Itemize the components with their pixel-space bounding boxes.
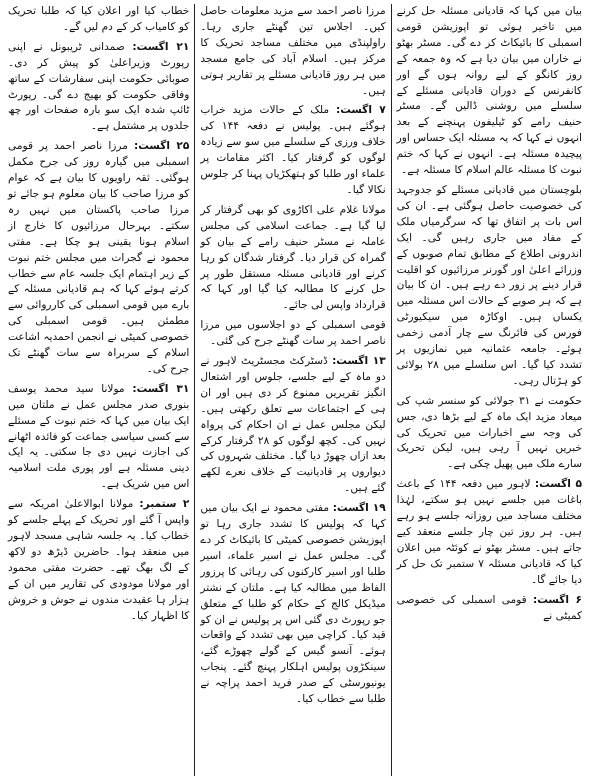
- date-heading: ۳۱ اگست:: [132, 382, 190, 395]
- date-heading: ۵ اگست:: [534, 478, 582, 491]
- paragraph-text: بلوچستان میں قادیانی مسئلے کو جدوجہد کی خصوصیت حاصل ہوگئی ہے۔ ان کی اس بات پر اتفاق تھا کہ سرگرمیاں ملک کے مفاد میں جاری رہیں گی۔ ایک اندرونی اطلاع کے مطابق تمام صوبوں کے وزرائے اعلیٰ اور گورنر مرزائیوں کو اقلیت قرار دینے پر زور دے رہے ہیں۔ ان کا بیان ہے کہ ہر صوبے کے حالات اس مسئلہ میں یکساں ہیں۔ اوکاڑہ میں سیکیورٹی فورس کی فائرنگ سے چار آدمی زخمی ہوئے۔ جامعہ عثمانیہ میں نمازیوں پر تشدد کیا گیا۔ اس سلسلے میں ۲۸ بولائی کو ہڑتال رہی۔: [396, 183, 583, 387]
- paragraph-text: مرزا ناصر احمد سے مزید معلومات حاصل کیں۔ اجلاس تین گھنٹے جاری رہا۔ راولپنڈی میں مختلف مساجد تحریک کا مرکز ہیں۔ اسلام آباد کی جامع مسجد میں ہر روز قادیانی مسئلے پر تقاریر ہوتی ہیں۔: [200, 5, 386, 97]
- paragraph: [397, 394, 582, 474]
- paragraph: [397, 593, 582, 625]
- date-heading: ۱۹ اگست:: [332, 502, 386, 515]
- paragraph-text: ملک کے حالات مزید خراب ہوگئے ہیں۔ پولیس نے دفعہ ۱۴۴ کی خلاف ورزی کے سلسلے میں سو سے زیادہ لوگوں کو گرفتار کیا۔ اکثر مقامات پر علماء اور طلبا کو ہتھکڑیاں پہنا کر جلوس نکالا گیا۔: [200, 104, 386, 196]
- paragraph: [397, 183, 582, 390]
- column-left: [3, 4, 194, 776]
- paragraph-text: مفتی محمود نے ایک بیان میں کہا کہ پولیس کا تشدد جاری رہا تو اپوزیشن خصوصی کمیٹی کا بائیکاٹ کر دے گی۔ مجلس عمل نے اسیر علماء، اسیر طلبا اور اسیر کارکنوں کی رہائی کا پرزور الفاظ میں مطالبہ کیا ہے۔ ملتان کے نشتر میڈیکل کالج کے حکام کو طلبا کے متعلق جو رپورٹ دی گئی اس پر پولیس نے ان کو قید کیا۔ کراچی میں بھی تشدد کے واقعات ہوئے۔ آنسو گیس کے گولے چھوڑے گئے، سینکڑوں پولیس اہلکار پہنچ گئے۔ پنجاب یونیورسٹی کے صدر فرید احمد پراچہ نے طلبا سے خطاب کیا۔: [200, 502, 386, 706]
- paragraph-text: مولانا سید محمد یوسف بنوری صدر مجلس عمل نے ملتان میں ایک بیان میں کہا کہ ختم نبوت کے مسئلے سے کسی سیاسی جماعت کو فائدہ اٹھانے کی اجازت نہیں دی جا سکتی۔ یہ ایک دینی مسئلہ ہے اور پوری ملت اسلامیہ اس میں شریک ہے۔: [8, 382, 190, 491]
- date-heading: ۱۳ اگست:: [332, 355, 386, 368]
- paragraph: [8, 40, 189, 135]
- paragraph: [200, 4, 385, 99]
- paragraph-text: لاہور میں دفعہ ۱۴۴ کے باعث باغات میں جلسے نہیں ہو سکتے، لہٰذا مختلف مساجد میں روزانہ جلسے ہو رہے ہیں۔ ہر روز تین چار جلسے منعقد کیے جاتے ہیں۔ مسٹر بھٹو نے کوئٹہ میں اعلان کیا کہ قادیانی مسئلہ ۷ ستمبر تک حل کر دیا جائے گا۔: [396, 478, 582, 586]
- paragraph: [200, 203, 385, 314]
- paragraph: [8, 139, 189, 378]
- paragraph: [397, 4, 582, 179]
- paragraph: [8, 4, 189, 36]
- paragraph-text: صمدانی ٹریبونل نے اپنی رپورٹ وزیراعلیٰ کو پیش کر دی۔ صوبائی حکومت اپنی سفارشات کے ساتھ وفاقی حکومت کو بھیج دے گی۔ رپورٹ ٹائپ شدہ ایک سو بارہ صفحات اور چھ جلدوں پر مشتمل ہے۔: [8, 40, 190, 133]
- paragraph: [200, 103, 385, 198]
- paragraph-text: مولانا غلام علی اکاڑوی کو بھی گرفتار کر لیا گیا ہے۔ جماعت اسلامی کی مجلس عاملہ نے مسٹر حنیف رامے کے بیان کو گمراہ کن قرار دیا۔ گرفتار شدگان کو رہا کرنے اور قادیانی مسئلہ مستقل طور پر حل کرنے کا مطالبہ کیا گیا اور کہا کہ قرارداد واپس لی جائے۔: [200, 203, 386, 312]
- paragraph: [200, 354, 385, 497]
- paragraph-text: مولانا ابوالاعلیٰ امریکہ سے واپس آ گئے اور تحریک کے پہلے جلسے کو خطاب کیا۔ یہ جلسہ شاہی مسجد لاہور میں منعقد ہوا۔ حاضرین ڈیڑھ دو لاکھ کے لگ بھگ تھے۔ حضرت مفتی محمود اور مولانا مودودی کی تقاریر میں ان کے ہزار ہا عقیدت مندوں نے جوش و خروش کا اظہار کیا۔: [8, 498, 190, 622]
- paragraph: [200, 318, 385, 350]
- paragraph: [8, 382, 189, 493]
- paragraph: [200, 501, 385, 708]
- paragraph: [397, 477, 582, 588]
- paragraph-text: حکومت نے ۳۱ جولائی کو سنسر شپ کی میعاد مزید ایک ماہ کے لیے بڑھا دی، جس کی وجہ سے اخبارات میں تحریک کی خبریں نہیں آ رہی ہیں، لیکن تحریک سارے ملک میں پھیل چکی ہے۔: [396, 394, 583, 471]
- paragraph-text: مرزا ناصر احمد پر قومی اسمبلی میں گیارہ روز کی جرح مکمل ہوگئی۔ ثقہ راویوں کا بیان ہے کہ عوام کو مرزا صاحب کا بیان معلوم ہو جائے تو مرزا صاحب پاکستان میں نہیں رہ سکتے۔ بہرحال مرزائیوں کا خارج از اسلام ہونا یقینی ہو چکا ہے۔ مفتی محمود نے گجرات میں مجلس ختم نبوت کے زیر اہتمام ایک جلسہ عام سے خطاب کرتے ہوئے کہا کہ ہم قادیانی مسئلہ کے بارے میں قومی اسمبلی کی کارروائی سے مطمئن ہیں۔ قومی اسمبلی کی خصوصی کمیٹی نے انجمن احمدیہ اشاعت اسلام کے سربراہ سے سات گھنٹے تک جرح کی۔: [8, 140, 190, 375]
- paragraph-text: قومی اسمبلی کے دو اجلاسوں میں مرزا ناصر احمد پر سات گھنٹے جرح کی گئی۔: [200, 319, 386, 348]
- paragraph-text: بیان میں کہا کہ قادیانی مسئلہ حل کرنے میں تاخیر ہوئی تو اپوزیشن قومی اسمبلی کا بائیکاٹ کر دے گی۔ مسٹر بھٹو نے خاران میں بیان دیا ہے کہ وہ جمعہ کے روز کانگو کے لیے روانہ ہوں گے اور کانفرنس کے دوران قادیانی مسئلے کے سلسلے میں روشنی ڈالیں گے۔ مسٹر حنیف رامے کو ٹیلیفون پہنچنے کے بعد انہوں نے کہا کہ یہ مسئلہ ایک حساس اور پیچیدہ مسئلہ ہے۔ انہوں نے کہا کہ ختم نبوت کا مسئلہ عالم اسلام کا مسئلہ ہے۔: [396, 5, 582, 177]
- column-middle: [195, 4, 390, 776]
- column-right: [392, 4, 587, 776]
- paragraph-text: خطاب کیا اور اعلان کیا کہ طلبا تحریک کو کامیاب کر کے دم لیں گے۔: [8, 5, 190, 33]
- date-heading: ۷ اگست:: [335, 104, 386, 117]
- date-heading: ۲۵ اگست:: [133, 140, 190, 153]
- paragraph: [8, 497, 189, 624]
- date-heading: ۲ ستمبر:: [139, 498, 190, 511]
- paragraph-text: ڈسٹرکٹ مجسٹریٹ لاہور نے دو ماہ کے لیے جلسے، جلوس اور اشتعال انگیز تقریریں ممنوع کر دی ہیں اور ان ہی کے اجتماعات سے تعلق رکھتی ہیں۔ لیکن مجلس عمل نے ان احکام کی پرواہ نہیں کی۔ کچھ لوگوں کو ۲۸ گرفتار کرکے بعد ازاں چھوڑ دیا گیا۔ مختلف شہروں کی دیواروں پر قادیانیت کے خلاف نعرے لکھے گئے ہیں۔: [200, 355, 386, 495]
- paragraph-text: قومی اسمبلی کی خصوصی کمیٹی نے: [396, 593, 582, 622]
- date-heading: ۲۱ اگست:: [132, 40, 190, 53]
- date-heading: ۶ اگست:: [532, 593, 582, 606]
